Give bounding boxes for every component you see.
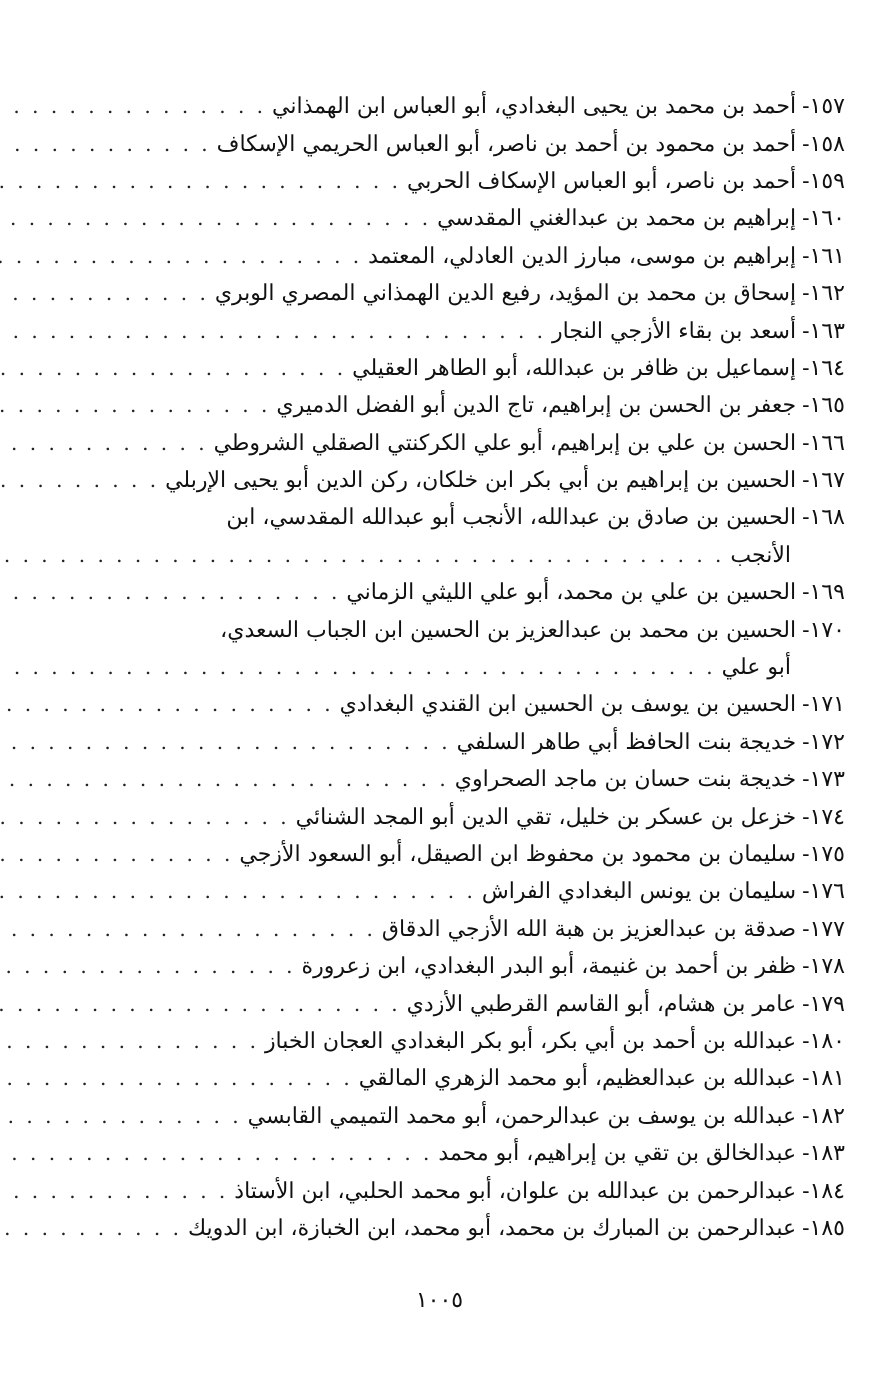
dot-leader <box>0 163 407 200</box>
entry-title: أحمد بن محمود بن أحمد بن ناصر، أبو العباس الحريمي الإسكاف <box>216 131 797 157</box>
toc-entry <box>90 387 845 424</box>
entry-title: الحسين بن محمد بن عبدالعزيز بن الحسين ابن الجباب السعدي، <box>220 617 797 643</box>
toc-entry <box>90 611 845 648</box>
entry-title: الحسين بن يوسف بن الحسين ابن القندي البغدادي <box>339 692 797 718</box>
toc-entry-continuation <box>90 649 845 686</box>
toc-entry <box>90 873 845 910</box>
entry-number: ١٦٥- <box>802 393 845 419</box>
entry-number: ١٧٣- <box>802 767 845 793</box>
dot-leader <box>0 1210 188 1247</box>
toc-entry <box>90 125 845 162</box>
dot-leader <box>0 425 214 462</box>
dot-leader <box>0 537 730 574</box>
entry-number: ١٧٤- <box>802 804 845 830</box>
dot-leader <box>0 1135 438 1172</box>
entry-title: الحسين بن علي بن محمد، أبو علي الليثي الزماني <box>346 580 797 606</box>
dot-leader <box>0 88 272 125</box>
entry-title: خديجة بنت حسان بن ماجد الصحراوي <box>454 767 797 793</box>
entry-title: خزعل بن عسكر بن خليل، تقي الدين أبو المجد الشنائي <box>295 804 797 830</box>
entry-title: إبراهيم بن محمد بن عبدالغني المقدسي <box>437 206 797 232</box>
entry-title-continuation: أبو علي <box>721 655 791 681</box>
entry-title: عبدالرحمن بن المبارك بن محمد، أبو محمد، ابن الخبازة، ابن الدويك <box>187 1215 797 1241</box>
entry-number: ١٦١- <box>802 243 845 269</box>
entry-title: أحمد بن محمد بن يحيى البغدادي، أبو العباس ابن الهمذاني <box>272 94 797 120</box>
dot-leader <box>0 313 552 350</box>
toc-entry <box>90 1135 845 1172</box>
toc-entry <box>90 275 845 312</box>
dot-leader <box>0 126 217 163</box>
toc-entry <box>90 499 845 536</box>
entry-title: عبدالله بن أحمد بن أبي بكر، أبو بكر البغدادي العجان الخباز <box>264 1028 797 1054</box>
toc-entry <box>90 312 845 349</box>
entry-title: عامر بن هشام، أبو القاسم القرطبي الأزدي <box>406 991 797 1017</box>
entry-number: ١٦٤- <box>802 355 845 381</box>
entry-number: ١٥٩- <box>802 168 845 194</box>
entry-number: ١٧٢- <box>802 729 845 755</box>
entry-number: ١٨١- <box>802 1066 845 1092</box>
entry-number: ١٧٩- <box>802 991 845 1017</box>
entry-title: سليمان بن محمود بن محفوظ ابن الصيقل، أبو السعود الأزجي <box>239 842 797 867</box>
entry-number: ١٦٩- <box>802 580 845 606</box>
dot-leader <box>0 873 482 910</box>
entry-title: الحسين بن إبراهيم بن أبي بكر ابن خلكان، ركن الدين أبو يحيى الإربلي <box>165 468 797 494</box>
dot-leader <box>0 1098 248 1135</box>
dot-leader <box>0 200 437 237</box>
dot-leader <box>0 911 382 948</box>
entry-number: ١٥٧- <box>802 94 845 120</box>
entry-number: ١٨٤- <box>802 1178 845 1204</box>
toc-entry <box>90 1172 845 1209</box>
entry-title: عبدالخالق بن تقي بن إبراهيم، أبو محمد <box>438 1141 797 1167</box>
toc-entry <box>90 911 845 948</box>
entry-title: عبدالله بن يوسف بن عبدالرحمن، أبو محمد التميمي القابسي <box>247 1103 797 1129</box>
entry-title: إبراهيم بن موسى، مبارز الدين العادلي، المعتمد <box>368 243 797 269</box>
entry-title: ظفر بن أحمد بن غنيمة، أبو البدر البغدادي، ابن زعرورة <box>301 954 797 980</box>
entry-title-continuation: الأنجب <box>730 542 791 568</box>
toc-entry <box>90 761 845 798</box>
table-of-contents <box>90 88 845 1247</box>
toc-entry <box>90 1210 845 1247</box>
entry-number: ١٨٥- <box>802 1215 845 1241</box>
toc-entry <box>90 836 845 873</box>
toc-entry <box>90 88 845 125</box>
entry-title: أحمد بن ناصر، أبو العباس الإسكاف الحربي <box>406 168 797 194</box>
toc-entry <box>90 462 845 499</box>
dot-leader <box>0 686 340 723</box>
entry-title: إسماعيل بن ظافر بن عبدالله، أبو الطاهر العقيلي <box>352 355 797 381</box>
dot-leader <box>0 724 457 761</box>
toc-entry <box>90 724 845 761</box>
toc-entry <box>90 798 845 835</box>
dot-leader <box>0 350 352 387</box>
dot-leader <box>0 799 296 836</box>
toc-entry <box>90 1098 845 1135</box>
entry-number: ١٦٠- <box>802 206 845 232</box>
entry-title: سليمان بن يونس البغدادي الفراش <box>481 879 797 905</box>
toc-entry <box>90 163 845 200</box>
toc-entry <box>90 425 845 462</box>
entry-title: الحسين بن صادق بن عبدالله، الأنجب أبو عبدالله المقدسي، ابن <box>226 505 797 531</box>
dot-leader <box>0 836 239 873</box>
entry-title: صدقة بن عبدالعزيز بن هبة الله الأزجي الدقاق <box>381 916 797 942</box>
entry-number: ١٦٧- <box>802 468 845 494</box>
toc-entry <box>90 350 845 387</box>
entry-title: جعفر بن الحسن بن إبراهيم، تاج الدين أبو الفضل الدميري <box>276 393 797 419</box>
entry-title: الحسن بن علي بن إبراهيم، أبو علي الكركنتي الصقلي الشروطي <box>213 430 797 456</box>
toc-entry <box>90 238 845 275</box>
toc-entry <box>90 686 845 723</box>
dot-leader <box>0 574 346 611</box>
entry-title: إسحاق بن محمد بن المؤيد، رفيع الدين الهمذاني المصري الوبري <box>214 281 797 307</box>
toc-entry <box>90 574 845 611</box>
entry-title: أسعد بن بقاء الأزجي النجار <box>552 318 797 344</box>
dot-leader <box>0 1023 265 1060</box>
entry-number: ١٧٧- <box>802 916 845 942</box>
entry-number: ١٧٦- <box>802 879 845 905</box>
toc-entry <box>90 985 845 1022</box>
dot-leader <box>0 238 368 275</box>
dot-leader <box>0 1060 359 1097</box>
dot-leader <box>0 649 722 686</box>
dot-leader <box>0 462 165 499</box>
entry-number: ١٧٥- <box>802 842 845 867</box>
dot-leader <box>0 1173 234 1210</box>
toc-entry <box>90 200 845 237</box>
dot-leader <box>0 387 276 424</box>
toc-entry-continuation <box>90 537 845 574</box>
toc-entry <box>90 948 845 985</box>
page-number: ١٠٠٥ <box>415 1288 464 1313</box>
entry-number: ١٦٨- <box>802 505 845 531</box>
entry-number: ١٨٣- <box>802 1141 845 1167</box>
entry-number: ١٧٠- <box>802 617 845 643</box>
dot-leader <box>0 948 302 985</box>
entry-title: خديجة بنت الحافظ أبي طاهر السلفي <box>456 729 797 755</box>
entry-title: عبدالرحمن بن عبدالله بن علوان، أبو محمد الحلبي، ابن الأستاذ <box>234 1178 797 1204</box>
entry-number: ١٧٨- <box>802 954 845 980</box>
toc-entry <box>90 1060 845 1097</box>
dot-leader <box>0 761 455 798</box>
toc-entry <box>90 1023 845 1060</box>
entry-title: عبدالله بن عبدالعظيم، أبو محمد الزهري المالقي <box>358 1066 797 1092</box>
dot-leader <box>0 275 215 312</box>
entry-number: ١٧١- <box>802 692 845 718</box>
entry-number: ١٥٨- <box>802 131 845 157</box>
entry-number: ١٨٢- <box>802 1103 845 1129</box>
entry-number: ١٨٠- <box>802 1028 845 1054</box>
dot-leader <box>0 986 407 1023</box>
entry-number: ١٦٣- <box>802 318 845 344</box>
entry-number: ١٦٦- <box>802 430 845 456</box>
entry-number: ١٦٢- <box>802 281 845 307</box>
